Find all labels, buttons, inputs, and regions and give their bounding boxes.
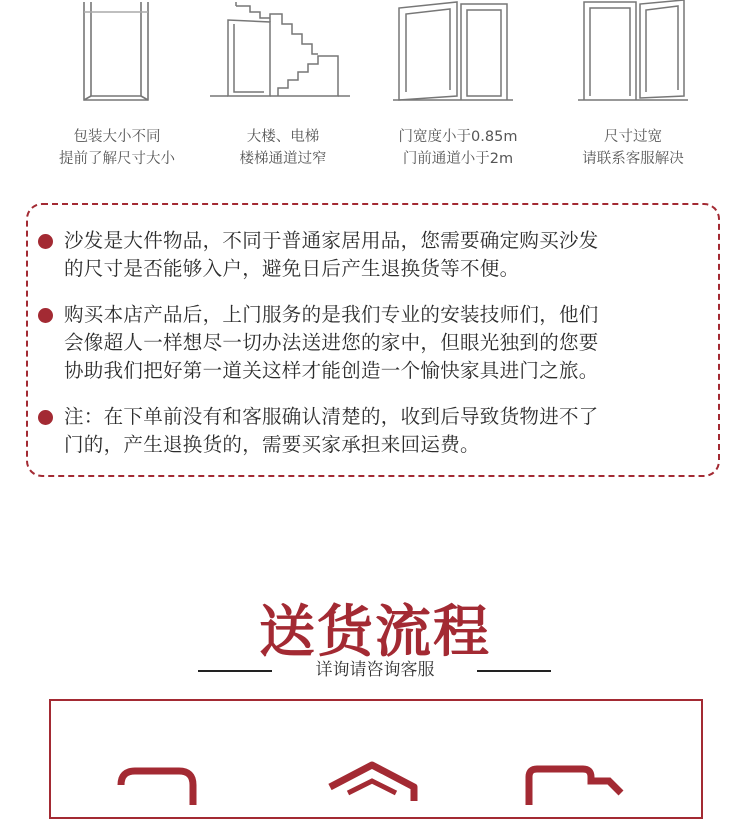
bullet-icon <box>38 234 53 249</box>
package-box-icon <box>32 0 202 110</box>
notice-item: 沙发是大件物品，不同于普通家居用品，您需要确定购买沙发 的尺寸是否能够入户，避免日后产生退换货等不便。 <box>64 227 684 283</box>
wardrobe-icon <box>548 0 718 110</box>
obstacle-wardrobe <box>548 0 718 167</box>
delivery-subtitle-row <box>0 657 750 683</box>
bullet-icon <box>38 410 53 425</box>
delivery-title: 送货流程 <box>259 600 491 665</box>
bullet-icon <box>38 308 53 323</box>
obstacle-package <box>32 0 202 167</box>
delivery-process-box <box>49 699 703 819</box>
notice-box <box>26 203 720 477</box>
order-icon <box>117 765 197 805</box>
delivery-subtitle: 详询请咨询客服 <box>315 660 435 680</box>
truck-icon <box>525 765 625 805</box>
notice-item: 购买本店产品后，上门服务的是我们专业的安装技师们，他们 会像超人一样想尽一切办法送进您的家中，但眼光独到的您要 协助我们把好第一道关这样才能创造一个愉快家具进门之旅。 <box>64 301 684 385</box>
obstacle-row <box>0 0 750 180</box>
divider-right <box>477 670 551 672</box>
notice-item: 注：在下单前没有和客服确认清楚的，收到后导致货物进不了 门的，产生退换货的，需要买家承担来回运费。 <box>64 403 684 459</box>
obstacle-caption: 包装大小不同 提前了解尺寸大小 <box>59 129 175 167</box>
staircase-icon <box>198 0 368 110</box>
house-icon <box>324 761 420 801</box>
obstacle-caption: 尺寸过宽 请联系客服解决 <box>582 129 684 167</box>
obstacle-door <box>373 0 543 167</box>
obstacle-caption: 大楼、电梯 楼梯通道过窄 <box>239 129 327 167</box>
door-icon <box>373 0 543 110</box>
obstacle-caption: 门宽度小于0.85m 门前通道小于2m <box>398 129 518 167</box>
obstacle-stairs <box>198 0 368 167</box>
